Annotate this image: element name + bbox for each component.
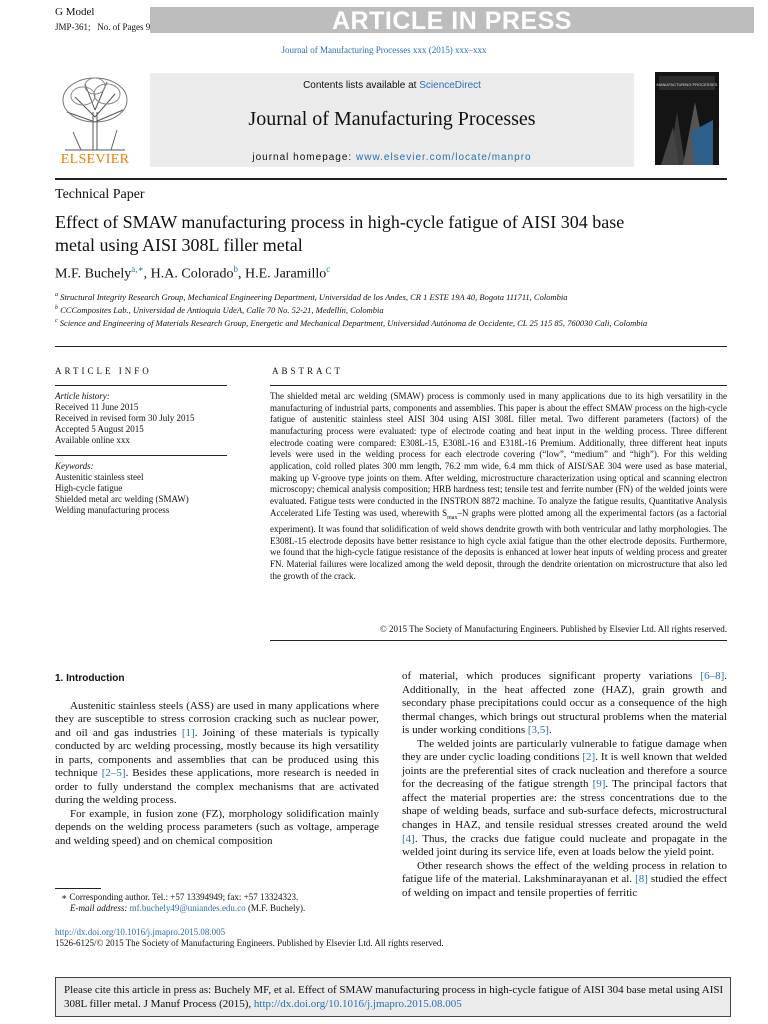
article-history: Article history: Received 11 June 2015 Received in revised form 30 July 2015 Accepted 5 August 2015 Available online xxx [55,391,230,446]
reference-link[interactable]: [8] [635,873,648,886]
author-affiliation-marker[interactable]: a,∗ [131,264,144,274]
issn-copyright: 1526-6125/© 2015 The Society of Manufacturing Engineers. Published by Elsevier Ltd. All rights reserved. [55,938,444,948]
g-model-label: G Model [55,6,95,18]
homepage-link[interactable]: www.elsevier.com/locate/manpro [356,152,532,163]
keyword-item: High-cycle fatigue [55,483,123,493]
affiliation-item: $^c$ Science and Engineering of Materials Research Group, Energetic and Mechanical Department, Universidad Autónoma de Occidente, CL 25 115 85, 760030 Cali, Colombia [55,317,648,328]
paragraph: Other research shows the effect of the welding process in relation to fatigue life of the material. Lakshminarayanan et al. [8] studied the effect of welding on impact and tensile properties of ferritic [402,859,727,899]
abstract-text: The shielded metal arc welding (SMAW) process is commonly used in many applications due to its high versatility in the manufacturing of industrial parts, components and assemblies. This paper is about the effect SMAW process on the high-cycle fatigue of austenitic stainless steel AISI 304 using AISI 308L filler metal. Two different parameters (factors) of the manufacturing process were evaluated: type of electrode coating and heat input in the welding process. Three different electrode coating were compared: E308L-15, E308L-16 and E318L-16 Premium. Additionally, three different heat inputs levels were used in the welding process for each electrode covering (“low”, “medium” and “high”). For this welding application, cold rolled plates 300 mm length, 76.2 mm wide, 6.4 mm thick of AISI/SAE 304 were used as base material, making up V-groove type joints on them. After welding, microstructure characterization using optical and scanning electron microscopy; chemical analysis composition; HRB hardness test; tensile test and ferrite number (FN) of the welded joints were evaluated. Fatigue tests were conducted in the INSTRON 8872 machine. To analyze the fatigue results, Quantitative Analysis Accelerated Life Testing was used, wherewith $S_{max}-N$ graphs were plotted among all the experimental factors (as a factorial experiment). It was found that solidification of weld shows dendrite growth with both ventricular and lathy morphologies. The E308L-15 electrode deposits have better resistance to high cycle axial fatigue than the other electrode deposits. Furthermore, we found that the high-cycle fatigue resistance of the deposits is enhanced at lower heat inputs of welding process and greater FN. Material failures were localized among the weld deposit, through the dendrite orientation on microstructure that also led the growth of the crack. [270,391,727,581]
paragraph: The welded joints are particularly vulnerable to fatigue damage when they are under cyclic loading conditions [2]. It is well known that welded joints are the preferential sites of crack nucleation and therefore a source for the decreasing of the fatigue strength [9]. The principal factors that affect the material properties are: the stress concentrations due to the shape of welding beads, surface and sub-surface defects, microstructural changes in HAZ, and tensile residual stresses created around the weld [4]. Thus, the cracks due fatigue could nucleate and propagate in the welded joint during its service life, even at loads below the yield point. [402,737,728,859]
history-item: Accepted 5 August 2015 [55,424,144,434]
affiliation-item: $^b$ CCComposites Lab., Universidad de Antioquia UdeA, Calle 70 No. 52-21, Medellín, Colombia [55,304,384,315]
keyword-item: Austenitic stainless steel [55,472,144,482]
author-affiliation-marker[interactable]: c [326,264,331,274]
paragraph: of material, which produces significant property variations [6–8]. Additionally, in the heat affected zone (HAZ), grain growth and secondary phase precipitations could occur as a consequence of the high thermal changes, which brings out structural problems when the material is under working conditions [3,5]. [402,670,727,737]
keyword-item: Shielded metal arc welding (SMAW) [55,494,189,504]
journal-cover-image [655,72,719,165]
history-item: Available online xxx [55,435,130,445]
article-title: Effect of SMAW manufacturing process in high-cycle fatigue of AISI 304 base metal using AISI 308L filler metal [55,212,625,255]
reference-link[interactable]: [6–8] [700,670,725,682]
citation-text: Please cite this article in press as: Buchely MF, et al. Effect of SMAW manufacturing process in high-cycle fatigue of AISI 304 base metal using AISI 308L filler metal. J Manuf Process (2015), http://dx.doi.org/10.1016/j.jmapro.2015.08.005 [64,984,724,1010]
sciencedirect-link[interactable]: ScienceDirect [419,80,481,91]
affiliation-item: $^a$ Structural Integrity Research Group, Mechanical Engineering Department, Universidad de los Andes, CR 1 ESTE 19A 40, Bogota 111711, Colombia [55,291,568,302]
article-in-press-label: ARTICLE IN PRESS [332,7,572,35]
citation-doi-link[interactable]: http://dx.doi.org/10.1016/j.jmapro.2015.08.005 [253,998,462,1010]
section-heading-introduction: 1. Introduction [55,673,125,684]
article-info-heading: ARTICLE INFO [55,366,152,376]
history-item: Received in revised form 30 July 2015 [55,413,195,423]
history-item: Received 11 June 2015 [55,402,139,412]
reference-link[interactable]: [1] [181,726,195,739]
keyword-item: Welding manufacturing process [55,505,170,515]
reference-link[interactable]: [3,5] [527,724,549,737]
reference-link[interactable]: [2] [582,751,596,764]
journal-citation-ref[interactable]: Journal of Manufacturing Processes xxx (2015) xxx–xxx [281,45,487,55]
contents-list-line: Contents lists available at ScienceDirect [303,80,481,91]
corresponding-author-footnote: ∗ Corresponding author. Tel.: +57 13394949; fax: +57 13324323. E-mail address: mf.buchely49@uniandes.edu.co (M.F. Buchely). [61,892,306,913]
body-column-right [402,670,727,900]
journal-title: Journal of Manufacturing Processes [248,108,536,130]
paragraph: Austenitic stainless steels (ASS) are used in many applications where they are susceptible to stress corrosion cracking such as nuclear power, and oil and gas industries [1]. Joining of these materials is typically conducted by arc welding processing, mostly because its high versatility in parts, components and assemblies that can be produced using this technique [2–5]. Besides these applications, more research is needed in order to fully understand the complex mechanisms that are activated during the welding process. [55,699,379,807]
email-link[interactable]: mf.buchely49@uniandes.edu.co [129,903,246,913]
paragraph: For example, in fusion zone (FZ), morphology solidification mainly depends on the welding process parameters (such as voltage, amperage and welding speed) and on chemical composition [55,807,379,848]
author-name: M.F. Buchely [55,266,132,282]
cover-label: MANUFACTURING PROCESSES [656,82,718,87]
body-column-left [55,672,379,849]
paper-type: Technical Paper [55,187,145,202]
affiliations [55,290,655,328]
reference-link[interactable]: [2–5] [101,767,126,780]
elsevier-logo [55,72,135,167]
author-list: M.F. Buchely$^{a,∗}$, H.A. Colorado$^b$, H.E. Jaramillo$^c$ [55,264,331,282]
author-name: H.E. Jaramillo [244,266,327,282]
elsevier-tree-icon [55,72,135,152]
author-affiliation-marker[interactable]: b [233,264,238,274]
abstract-copyright: © 2015 The Society of Manufacturing Engineers. Published by Elsevier Ltd. All rights reserved. [379,624,727,634]
author-name: H.A. Colorado [150,266,234,282]
doi-link[interactable]: http://dx.doi.org/10.1016/j.jmapro.2015.08.005 [55,927,226,937]
abstract-heading: ABSTRACT [272,366,344,376]
reference-link[interactable]: [4] [402,832,415,845]
jmp-reference: JMP-361; No. of Pages 9 [55,22,151,32]
keywords-block: Keywords: Austenitic stainless steel High-cycle fatigue Shielded metal arc welding (SMAW) Welding manufacturing process [55,461,230,516]
journal-homepage-line: journal homepage: www.elsevier.com/locate/manpro [252,152,532,163]
elsevier-wordmark: ELSEVIER [60,152,130,167]
reference-link[interactable]: [9] [592,778,606,791]
